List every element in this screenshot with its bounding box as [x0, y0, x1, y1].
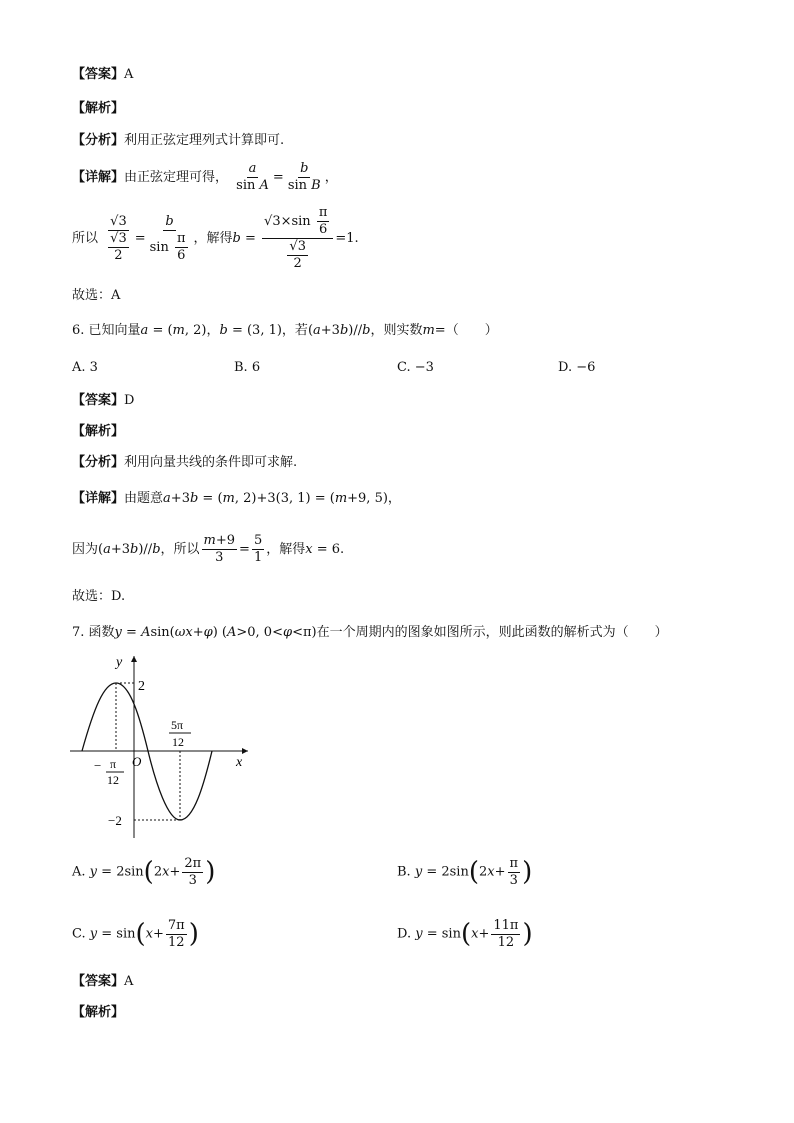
q7-answer: 【答案】A — [72, 974, 134, 989]
q5-frac-result: √3×sin $\frac{\pi}{6}$ $\frac{√3}{2}$ — [262, 205, 333, 272]
q6-option-d: D. −6 — [558, 360, 596, 375]
q6-because: 因为(a+3b)//b，所以 $\frac{m+9}{3}$ = $\frac{5}{1}$ ，解得x = 6. — [72, 533, 345, 565]
q7-option-d: D. y = sin(x+ $\frac{11\pi}{12}$ ) — [397, 917, 533, 950]
y-axis-label: y — [116, 655, 123, 670]
q6-analysis-heading: 【解析】 — [72, 424, 125, 439]
q7-option-c: C. y = sin(x+ $\frac{7\pi}{12}$ ) — [72, 917, 199, 950]
q5-frac-sqrt3: $\frac{√3}{\frac{√3}{2}}$ — [110, 213, 127, 263]
left-tick-den: 12 — [107, 773, 119, 787]
q5-frac-b-sinB: $\frac{b}{\text{sin B}}$ — [287, 161, 321, 193]
q6-option-c: C. −3 — [397, 360, 434, 375]
q6-frac-5-1: $\frac{5}{1}$ — [253, 533, 263, 565]
q5-frac-b-sinpi6: b sin $\frac{\pi}{6}$ — [149, 213, 186, 263]
q6-detail: 【详解】由题意a+3b = (m, 2)+3(3, 1) = (m+9, 5)， — [72, 491, 401, 506]
q7-analysis-heading: 【解析】 — [72, 1005, 125, 1020]
q6-option-b: B. 6 — [234, 360, 261, 375]
min-label: −2 — [108, 813, 122, 828]
left-tick-num: π — [110, 757, 117, 771]
q6-frac-m9-3: $\frac{m+9}{3}$ — [203, 533, 236, 565]
q5-choice: 故选：A — [72, 288, 121, 303]
q5-frac-a-sinA: $\frac{a}{\text{sin A}}$ — [236, 161, 269, 193]
q6-stem: 6. 已知向量a = (m, 2)，b = (3, 1)，若(a+3b)//b，则实数m=（ ） — [72, 323, 498, 338]
right-tick-num: 5π — [171, 718, 184, 732]
q5-suoyi: 所以 $\frac{√3}{\frac{√3}{2}}$ = b sin $\frac{\pi}{6}$ ，解得b = √3×sin $\frac{\pi}{6}$ $\frac{√3}{2}$ =1. — [72, 205, 359, 271]
x-axis-label: x — [236, 755, 243, 770]
q7-option-b: B. y = 2sin(2x+ $\frac{\pi}{3}$ ) — [397, 855, 533, 888]
q6-choice: 故选：D. — [72, 589, 126, 604]
q6-answer: 【答案】D — [72, 393, 135, 408]
q6-fenxi: 【分析】利用向量共线的条件即可求解. — [72, 455, 298, 470]
q7-stem: 7. 函数y = Asin(ωx+φ) (A>0, 0<φ<π)在一个周期内的图象如图所示，则此函数的解析式为（ ） — [72, 625, 668, 640]
left-tick-sign: − — [94, 758, 102, 773]
q7-graph — [60, 648, 260, 844]
max-label: 2 — [138, 679, 145, 694]
origin-label: O — [132, 754, 142, 769]
q6-option-a: A. 3 — [72, 360, 98, 375]
q5-detail: 【详解】由正弦定理可得， $\frac{a}{\text{sin A}}$ = $\frac{b}{\text{sin B}}$ ， — [72, 161, 338, 193]
q7-option-a: A. y = 2sin(2x+ $\frac{2\pi}{3}$ ) — [72, 855, 216, 888]
q5-analysis-heading: 【解析】 — [72, 101, 125, 116]
right-tick-den: 12 — [172, 735, 184, 749]
q5-answer: 【答案】A — [72, 67, 134, 82]
q5-fenxi: 【分析】利用正弦定理列式计算即可. — [72, 133, 285, 148]
